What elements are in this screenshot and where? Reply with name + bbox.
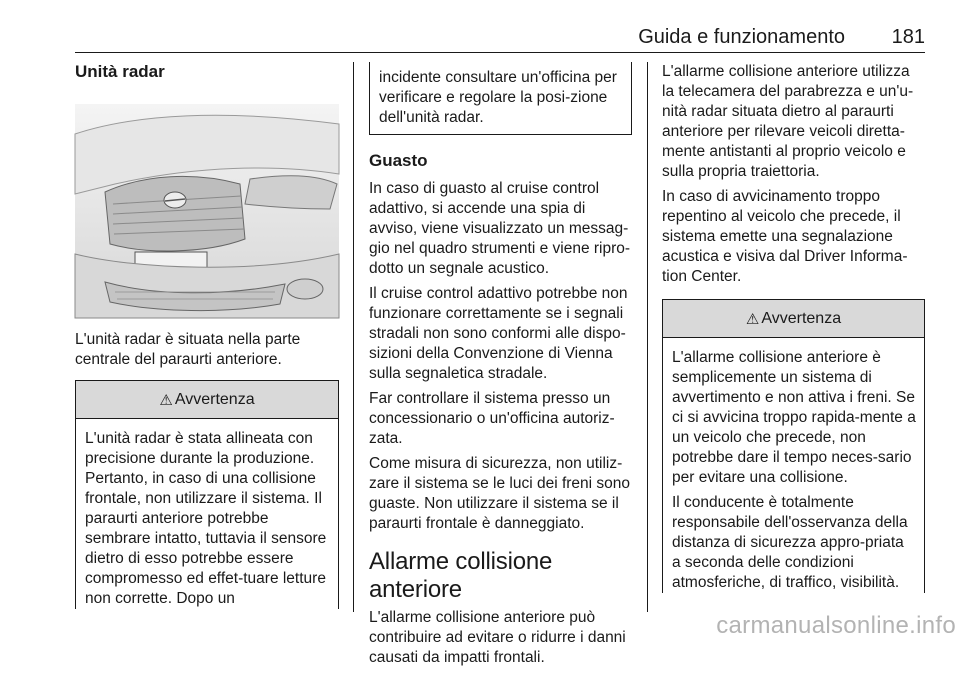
fault-paragraph-1: In caso di guasto al cruise control adattivo, si accende una spia di avviso, viene visualizzato un messag-gio nel quadro strumenti e viene ripro-dotto un segnale acustico. [369, 180, 631, 277]
warning-box-collision [662, 299, 925, 593]
car-front-illustration [75, 104, 339, 318]
radar-caption: L'unità radar è situata nella parte centrale del paraurti anteriore. [75, 331, 301, 368]
warning-text: L'unità radar è stata allineata con precisione durante la produzione. Pertanto, in caso di una collisione frontale, non utilizzare il sistema. Il paraurti anteriore potrebbe sembrare intatto, tuttavia il sensore dietro di esso potrebbe essere compromesso ed effet-tuare letture non corrette. Dopo un [85, 430, 327, 607]
warning-continuation-text: incidente consultare un'officina per verificare e regolare la posi-zione dell'unità radar. [379, 69, 617, 126]
column-3 [662, 62, 925, 598]
fault-paragraph-4: Come misura di sicurezza, non utiliz-zare il sistema se le luci dei freni sono guaste. Non utilizzare il sistema se il paraurti frontale è danneggiato. [369, 455, 631, 532]
warning-title: Avvertenza [761, 309, 842, 327]
watermark: carmanualsonline.info [716, 612, 956, 639]
collision-intro: L'allarme collisione anteriore può contribuire ad evitare o ridurre i danni causati da impatti frontali. [369, 609, 626, 666]
fault-paragraph-3: Far controllare il sistema presso un concessionario o un'officina autoriz-zata. [369, 390, 615, 447]
warning-triangle-icon: ⚠ [745, 310, 760, 328]
column-2 [369, 62, 632, 673]
fault-paragraph-2: Il cruise control adattivo potrebbe non funzionare correttamente se i segnali stradali non sono conformi alle dispo-sizioni della Convenzione di Vienna sulla segnaletica stradale. [369, 285, 628, 382]
warning-title: Avvertenza [174, 390, 255, 408]
collision-paragraph-2: In caso di avvicinamento troppo repentino al veicolo che precede, il sistema emette una segnalazione acustica e visiva dal Driver Informa-tion Center. [662, 188, 908, 285]
warning-box-radar [75, 380, 339, 609]
page-number: 181 [891, 26, 925, 48]
warning-body [76, 419, 338, 609]
page-header [75, 26, 925, 54]
warning-continuation-box [369, 62, 632, 135]
warning-text-2: Il conducente è totalmente responsabile dell'osservanza della distanza di sicurezza appro-priata a seconda delle condizioni atmosferiche, di traffico, visibilità. [672, 494, 908, 591]
column-1 [75, 62, 339, 614]
warning-text-1: L'allarme collisione anteriore è semplicemente un sistema di avvertimento e non attiva i freni. Se ci si avvicina troppo rapida-mente a un veicolo che precede, non potrebbe dare il tempo neces-sario per evitare una collisione. [672, 349, 916, 486]
radar-heading: Unità radar [75, 62, 165, 81]
header-rule [75, 52, 925, 53]
section-title: Guida e funzionamento [638, 26, 845, 48]
warning-header [76, 381, 338, 419]
column-divider-2 [647, 62, 648, 612]
fault-heading: Guasto [369, 151, 428, 170]
collision-paragraph-1: L'allarme collisione anteriore utilizza la telecamera del parabrezza e un'u-nità radar situata dietro al paraurti anteriore per rilevare veicoli diretta-mente antistanti al proprio veicolo e sulla propria traiettoria. [662, 63, 914, 180]
collision-alert-heading: Allarme collisione anteriore [369, 548, 553, 603]
warning-triangle-icon: ⚠ [159, 391, 173, 409]
column-divider-1 [353, 62, 354, 612]
warning-body [663, 338, 924, 593]
warning-header [663, 300, 924, 338]
